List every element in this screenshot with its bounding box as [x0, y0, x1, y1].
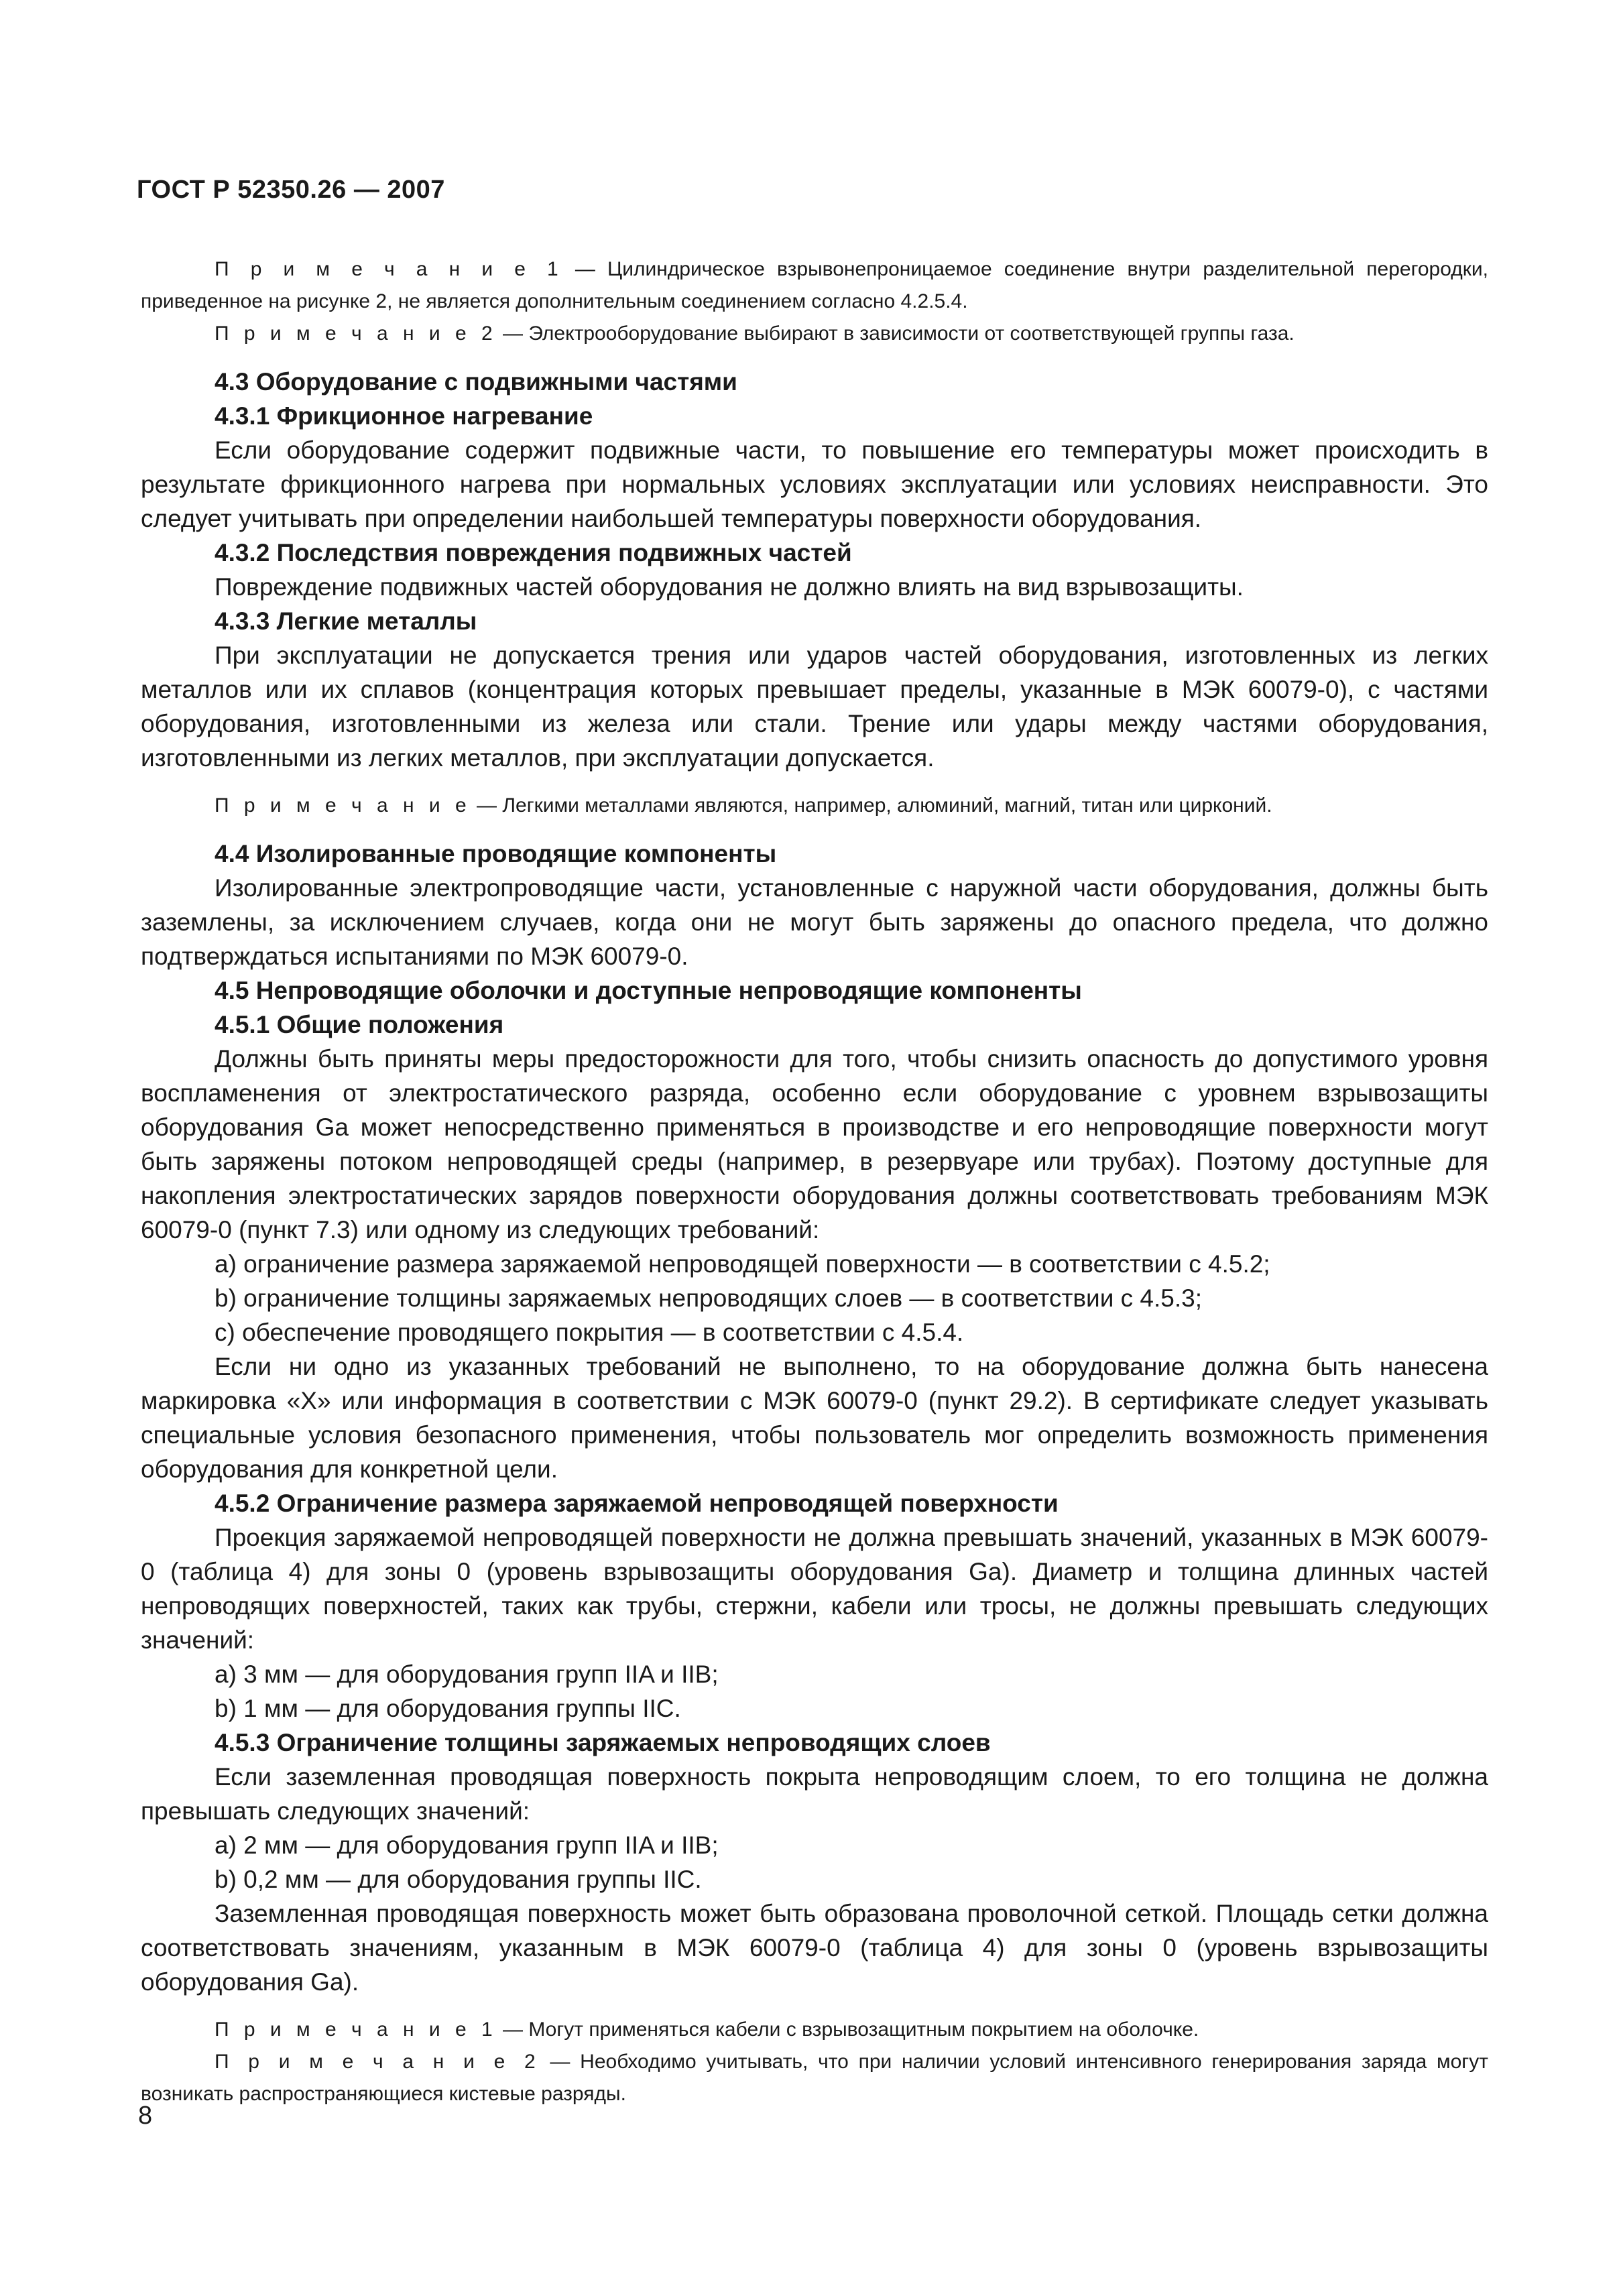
section-heading-4-5-2: 4.5.2 Ограничение размера заряжаемой непроводящей поверхности [215, 1490, 1059, 1517]
note [141, 790, 1488, 822]
list-item: b) 0,2 мм — для оборудования группы IIC. [215, 1866, 702, 1893]
note-text: — Электрооборудование выбирают в зависимости от соответствующей группы газа. [497, 322, 1295, 345]
note-text: — Могут применяться кабели с взрывозащитным покрытием на оболочке. [497, 2018, 1199, 2041]
note-label: П р и м е ч а н и е 1 [215, 2018, 497, 2041]
paragraph: Изолированные электропроводящие части, установленные с наружной части оборудования, должны быть заземлены, за исключением случаев, когда они не могут быть заряжены до опасного предела, что должно подтверждаться испытаниями по МЭК 60079-0. [141, 874, 1488, 970]
note-1 [141, 2014, 1488, 2046]
paragraph: Повреждение подвижных частей оборудования не должно влиять на вид взрывозащиты. [215, 573, 1244, 601]
paragraph: Должны быть приняты меры предосторожности для того, чтобы снизить опасность до допустимого уровня воспламенения от электростатического разряда, особенно если оборудование с уровнем взрывозащиты оборудования Ga может непосредственно применяться в производстве и его непроводящие поверхности могут быть заряжены потоком непроводящей среды (например, в резервуаре или трубах). Поэтому доступные для накопления электростатических зарядов поверхности оборудования должны соответствовать требованиям МЭК 60079-0 (пункт 7.3) или одному из следующих требований: [141, 1045, 1488, 1244]
note-1 [141, 253, 1488, 318]
list-item: a) 2 мм — для оборудования групп IIA и IIB; [215, 1831, 719, 1859]
paragraph: При эксплуатации не допускается трения или ударов частей оборудования, изготовленных из легких металлов или их сплавов (концентрация которых превышает пределы, указанные в МЭК 60079-0), с частями оборудования, изготовленными из железа или стали. Трение или удары между частями оборудования, изготовленными из легких металлов, при эксплуатации допускается. [141, 642, 1488, 772]
note-label: П р и м е ч а н и е 2 [215, 322, 497, 345]
section-heading-4-3-3: 4.3.3 Легкие металлы [215, 607, 477, 635]
section-heading-4-5-3: 4.5.3 Ограничение толщины заряжаемых непроводящих слоев [215, 1729, 991, 1756]
section-heading-4-5-1: 4.5.1 Общие положения [215, 1011, 504, 1038]
note-2 [141, 2046, 1488, 2110]
note-label: П р и м е ч а н и е 1 [215, 258, 563, 280]
paragraph: Если оборудование содержит подвижные части, то повышение его температуры может происходить в результате фрикционного нагрева при нормальных условиях эксплуатации или условиях неисправности. Это следует учитывать при определении наибольшей температуры поверхности оборудования. [141, 436, 1488, 532]
list-item: c) обеспечение проводящего покрытия — в соответствии с 4.5.4. [215, 1319, 964, 1346]
list-item: b) ограничение толщины заряжаемых непроводящих слоев — в соответствии с 4.5.3; [215, 1284, 1203, 1312]
page-number: 8 [138, 2102, 153, 2130]
note-label: П р и м е ч а н и е [215, 794, 471, 817]
note-text: — Легкими металлами являются, например, алюминий, магний, титан или цирконий. [471, 794, 1272, 817]
section-heading-4-3: 4.3 Оборудование с подвижными частями [215, 368, 737, 396]
paragraph: Если заземленная проводящая поверхность покрыта непроводящим слоем, то его толщина не должна превышать следующих значений: [141, 1763, 1488, 1825]
list-item: a) ограничение размера заряжаемой непроводящей поверхности — в соответствии с 4.5.2; [215, 1250, 1270, 1278]
paragraph: Заземленная проводящая поверхность может быть образована проволочной сеткой. Площадь сетки должна соответствовать значениям, указанным в МЭК 60079-0 (таблица 4) для зоны 0 (уровень взрывозащиты оборудования Ga). [141, 1900, 1488, 1996]
section-heading-4-3-2: 4.3.2 Последствия повреждения подвижных частей [215, 539, 852, 566]
section-heading-4-3-1: 4.3.1 Фрикционное нагревание [215, 402, 593, 430]
section-heading-4-4: 4.4 Изолированные проводящие компоненты [215, 840, 777, 867]
document-body [141, 253, 1488, 2110]
list-item: b) 1 мм — для оборудования группы IIC. [215, 1695, 681, 1722]
paragraph: Проекция заряжаемой непроводящей поверхности не должна превышать значений, указанных в МЭК 60079-0 (таблица 4) для зоны 0 (уровень взрывозащиты оборудования Ga). Диаметр и толщина длинных частей непроводящих поверхностей, таких как трубы, стержни, кабели или тросы, не должны превышать следующих значений: [141, 1524, 1488, 1654]
section-heading-4-5: 4.5 Непроводящие оболочки и доступные непроводящие компоненты [215, 977, 1082, 1004]
document-header: ГОСТ Р 52350.26 — 2007 [137, 176, 445, 204]
list-item: a) 3 мм — для оборудования групп IIA и IIB; [215, 1660, 719, 1688]
note-text: — Цилиндрическое взрывонепроницаемое соединение внутри разделительной перегородки, приведенное на рисунке 2, не является дополнительным соединением согласно 4.2.5.4. [141, 258, 1488, 312]
paragraph: Если ни одно из указанных требований не выполнено, то на оборудование должна быть нанесена маркировка «X» или информация в соответствии с МЭК 60079-0 (пункт 29.2). В сертификате следует указывать специальные условия безопасного применения, чтобы пользователь мог определить возможность применения оборудования для конкретной цели. [141, 1353, 1488, 1483]
note-label: П р и м е ч а н и е 2 [215, 2051, 540, 2073]
note-2 [141, 318, 1488, 350]
note-text: — Необходимо учитывать, что при наличии условий интенсивного генерирования заряда могут возникать распространяющиеся кистевые разряды. [141, 2051, 1488, 2105]
